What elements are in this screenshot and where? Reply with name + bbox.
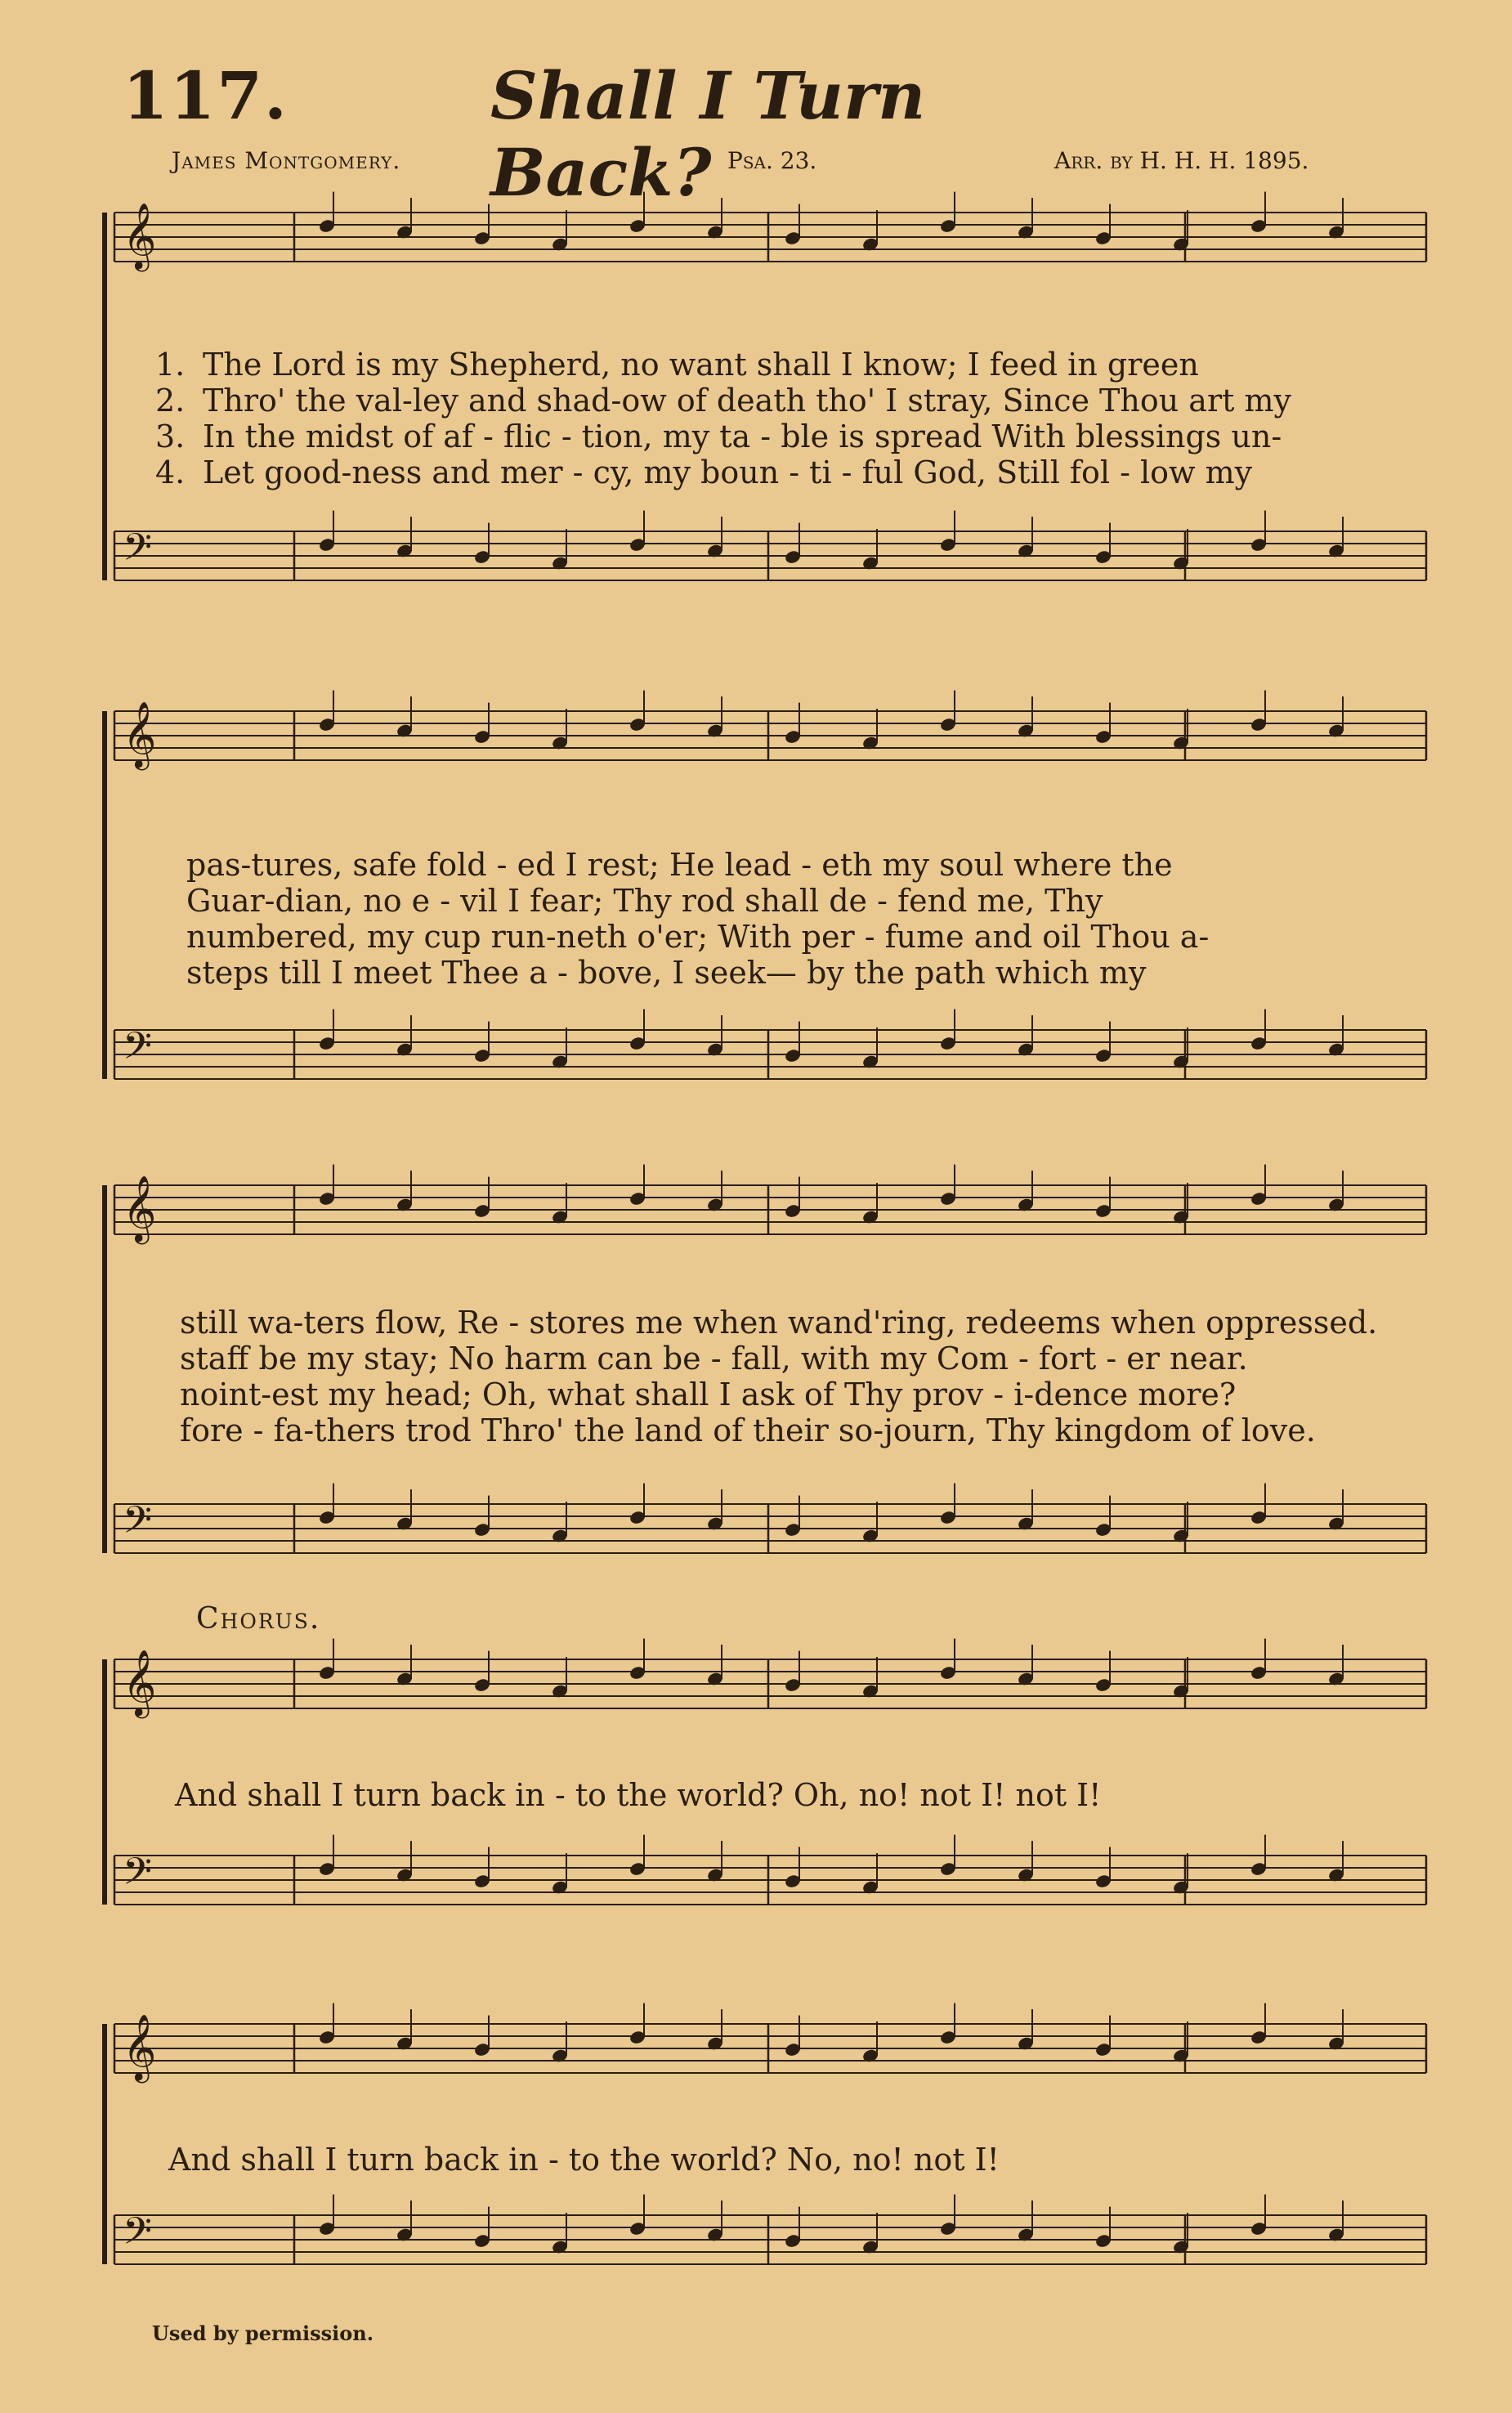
verse-line-3: numbered, my cup run-neth o'er; With per - fume and oil Thou a-: [186, 919, 1210, 955]
treble-clef-icon: 𝄞: [123, 1175, 157, 1242]
bass-clef-icon: 𝄢: [123, 526, 153, 579]
bass-clef-icon: 𝄢: [123, 2209, 153, 2263]
treble-clef-icon: 𝄞: [123, 1649, 157, 1716]
verse-number: 2.: [155, 383, 186, 419]
treble-clef-icon: 𝄞: [123, 2013, 157, 2080]
verse-number: 4.: [155, 454, 186, 490]
bass-staff: [114, 1010, 1426, 1079]
verse-number: 1.: [155, 347, 186, 383]
music-system-2: [0, 687, 1512, 1112]
treble-staff: [114, 691, 1426, 760]
hymn-number: 117.: [123, 57, 289, 134]
chorus-line-2: And shall I turn back in - to the world? No, no! not I!: [168, 2142, 1000, 2178]
author-credit: James Montgomery.: [172, 147, 401, 174]
bass-clef-icon: 𝄢: [123, 1498, 153, 1551]
verse-line-4: fore - fa-thers trod Thro' the land of their so-journ, Thy kingdom of love.: [180, 1412, 1316, 1448]
permission-footnote: Used by permission.: [152, 2321, 374, 2345]
verse-line-3: [155, 419, 1282, 454]
scripture-reference: Psa. 23.: [727, 147, 817, 174]
hymn-title: Shall I Turn Back?: [490, 57, 926, 211]
music-system-5: [0, 1994, 1512, 2321]
chorus-label: Chorus.: [196, 1602, 321, 1636]
bass-clef-icon: 𝄢: [123, 1024, 153, 1077]
verse-line-4: steps till I meet Thee a - bove, I seek— by the path which my: [186, 955, 1147, 991]
verse-line-1: [155, 347, 1199, 383]
lyric-text: The Lord is my Shepherd, no want shall I know; I feed in green: [203, 347, 1199, 383]
music-system-1: [0, 180, 1512, 638]
verse-line-4: [155, 454, 1252, 490]
verse-number: 3.: [155, 419, 186, 454]
chorus-line-1: And shall I turn back in - to the world? Oh, no! not I! not I!: [175, 1777, 1102, 1813]
verse-line-2: [155, 383, 1291, 419]
verse-line-2: Guar-dian, no e - vil I fear; Thy rod shall de - fend me, Thy: [186, 883, 1103, 919]
verse-line-1: pas-tures, safe fold - ed I rest; He lead - eth my soul where the: [186, 847, 1173, 883]
treble-staff: [114, 1165, 1426, 1234]
verse-line-3: noint-est my head; Oh, what shall I ask of Thy prov - i-dence more?: [180, 1377, 1237, 1412]
music-system-4: [0, 1635, 1512, 1962]
verse-line-1: still wa-ters flow, Re - stores me when wand'ring, redeems when oppressed.: [180, 1305, 1378, 1341]
bass-staff: [114, 511, 1426, 580]
treble-staff: [114, 2003, 1426, 2073]
lyric-text: In the midst of af - flic - tion, my ta - ble is spread With blessings un-: [203, 419, 1282, 454]
lyric-text: Thro' the val-ley and shad-ow of death tho' I stray, Since Thou art my: [203, 383, 1291, 419]
lyric-text: Let good-ness and mer - cy, my boun - ti - ful God, Still fol - low my: [203, 454, 1253, 490]
treble-clef-icon: 𝄞: [123, 701, 157, 768]
bass-staff: [114, 2195, 1426, 2264]
bass-staff: [114, 1835, 1426, 1905]
arranger-credit: Arr. by H. H. H. 1895.: [1054, 147, 1309, 174]
bass-staff: [114, 1484, 1426, 1553]
treble-staff: [114, 1639, 1426, 1708]
treble-staff: [114, 192, 1426, 262]
music-system-3: [0, 1161, 1512, 1586]
treble-clef-icon: 𝄞: [123, 202, 157, 269]
verse-line-2: staff be my stay; No harm can be - fall, with my Com - fort - er near.: [180, 1341, 1248, 1377]
bass-clef-icon: 𝄢: [123, 1850, 153, 1903]
